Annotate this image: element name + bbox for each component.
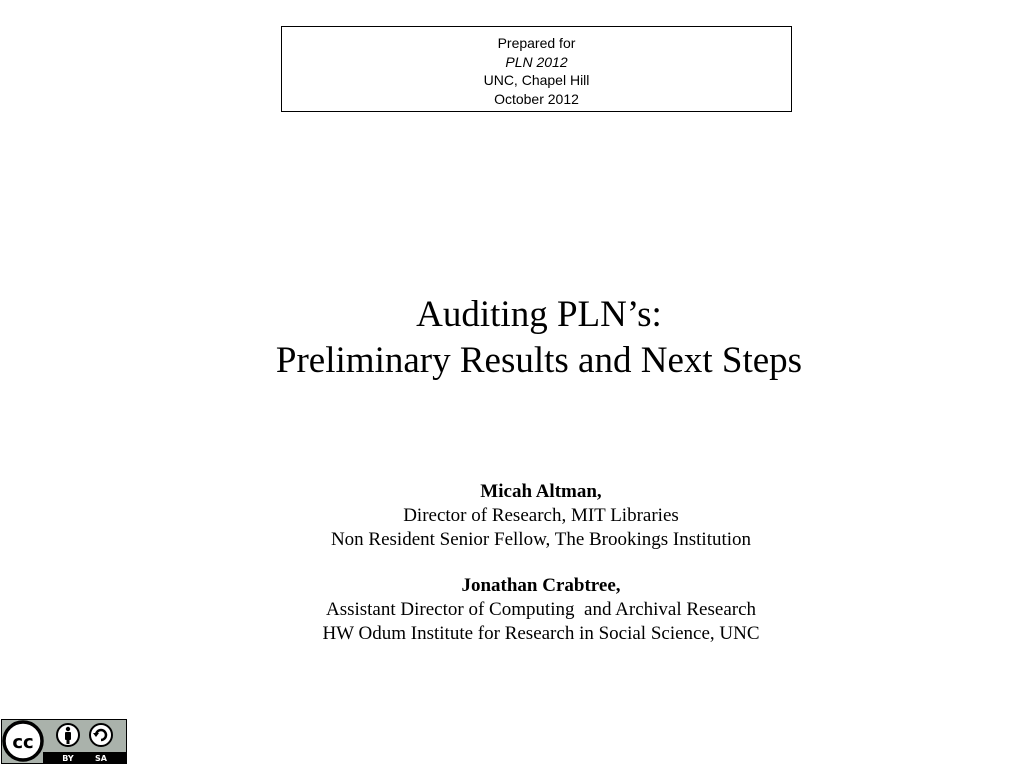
- title-line-2: Preliminary Results and Next Steps: [275, 340, 803, 381]
- author-affiliation: Assistant Director of Computing and Archival Research: [325, 599, 757, 620]
- event-name: PLN 2012: [505, 53, 568, 70]
- prepared-for-label: Prepared for: [497, 35, 576, 51]
- by-attribution-icon: [57, 724, 79, 746]
- svg-text:cc: cc: [12, 732, 34, 753]
- author-affiliation: Non Resident Senior Fellow, The Brookings Institution: [330, 529, 752, 550]
- share-alike-icon: [90, 724, 112, 746]
- title-line-1: Auditing PLN’s:: [416, 294, 662, 335]
- cc-by-sa-icon: [1, 719, 127, 764]
- author-list: [0, 480, 1024, 646]
- prepared-for-box: [281, 26, 792, 112]
- event-date: October 2012: [494, 90, 579, 107]
- svg-text:SA: SA: [95, 754, 107, 763]
- slide-title: [0, 292, 1024, 384]
- author-spacer: [0, 552, 1024, 574]
- author-affiliation: Director of Research, MIT Libraries: [403, 505, 679, 526]
- author-name: Jonathan Crabtree,: [461, 575, 621, 596]
- author-affiliation: HW Odum Institute for Research in Social Science, UNC: [322, 623, 760, 644]
- author-name: Micah Altman,: [480, 481, 602, 502]
- event-location: UNC, Chapel Hill: [483, 72, 590, 88]
- svg-text:BY: BY: [62, 754, 74, 763]
